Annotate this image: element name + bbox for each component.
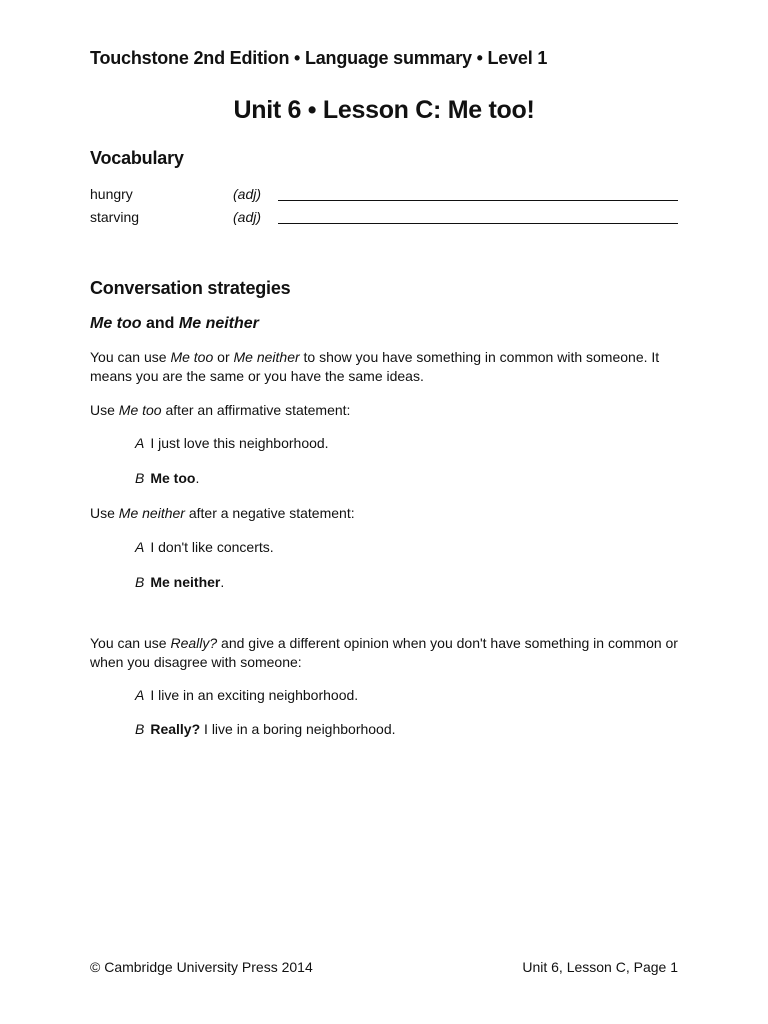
dialog-bold: Me neither [150, 574, 221, 590]
dialog-line-a [135, 539, 274, 555]
vocab-part-of-speech: (adj) [233, 186, 262, 202]
speaker-label: A [135, 687, 145, 703]
subheading-and: and [141, 315, 179, 332]
speaker-label: B [135, 470, 145, 486]
document-page [90, 0, 678, 1024]
speaker-label: B [135, 574, 145, 590]
really-text: and give a different opinion when you don't have something in common or when you disagree with someone: [90, 635, 678, 670]
dialog-text: . [195, 470, 200, 486]
rule-text: after a negative statement: [184, 505, 355, 521]
really-italic: Really? [170, 635, 218, 651]
speaker-label: A [135, 539, 145, 555]
affirmative-rule [90, 401, 678, 420]
rule-text: after an affirmative statement: [161, 402, 351, 418]
vocabulary-heading: Vocabulary [90, 148, 184, 168]
conversation-strategies-heading: Conversation strategies [90, 278, 291, 298]
dialog-text: I just love this neighborhood. [150, 435, 329, 451]
dialog-bold: Me too [150, 470, 196, 486]
vocab-row-hungry [90, 186, 678, 206]
dialog-line-b [135, 470, 199, 486]
intro-paragraph [90, 348, 678, 386]
vocab-word: hungry [90, 186, 133, 202]
vocab-row-starving [90, 209, 678, 229]
vocab-part-of-speech: (adj) [233, 209, 262, 225]
unit-title: Unit 6 • Lesson C: Me too! [233, 96, 535, 124]
rule-text: Use [90, 402, 119, 418]
series-title: Touchstone 2nd Edition • Language summary • Level 1 [90, 48, 548, 68]
vocab-answer-line [278, 223, 678, 224]
subheading-part2: Me neither [178, 315, 259, 332]
intro-text: or [213, 349, 234, 365]
intro-text: to show you have something in common with someone. It means you are the same or you have the same ideas. [90, 349, 660, 384]
dialog-text: I live in an exciting neighborhood. [150, 687, 359, 703]
footer-copyright: © Cambridge University Press 2014 [90, 959, 313, 975]
dialog-line-a [135, 435, 329, 451]
dialog-line-b [135, 574, 224, 590]
intro-italic: Me too [170, 349, 214, 365]
subheading-part1: Me too [90, 315, 142, 332]
intro-italic: Me neither [233, 349, 300, 365]
footer-page-number: Unit 6, Lesson C, Page 1 [522, 959, 678, 975]
rule-italic: Me neither [118, 505, 185, 521]
vocab-word: starving [90, 209, 140, 225]
speaker-label: B [135, 721, 145, 737]
me-too-me-neither-subheading [90, 315, 259, 333]
rule-italic: Me too [118, 402, 162, 418]
negative-rule [90, 504, 678, 523]
rule-text: Use [90, 505, 119, 521]
really-paragraph [90, 634, 678, 672]
intro-text: You can use [90, 349, 171, 365]
really-text: You can use [90, 635, 171, 651]
dialog-text: I live in a boring neighborhood. [200, 721, 396, 737]
dialog-bold: Really? [150, 721, 201, 737]
speaker-label: A [135, 435, 145, 451]
vocab-answer-line [278, 200, 678, 201]
dialog-line-b [135, 721, 396, 737]
dialog-text: I don't like concerts. [150, 539, 274, 555]
dialog-line-a [135, 687, 358, 703]
dialog-text: . [220, 574, 225, 590]
